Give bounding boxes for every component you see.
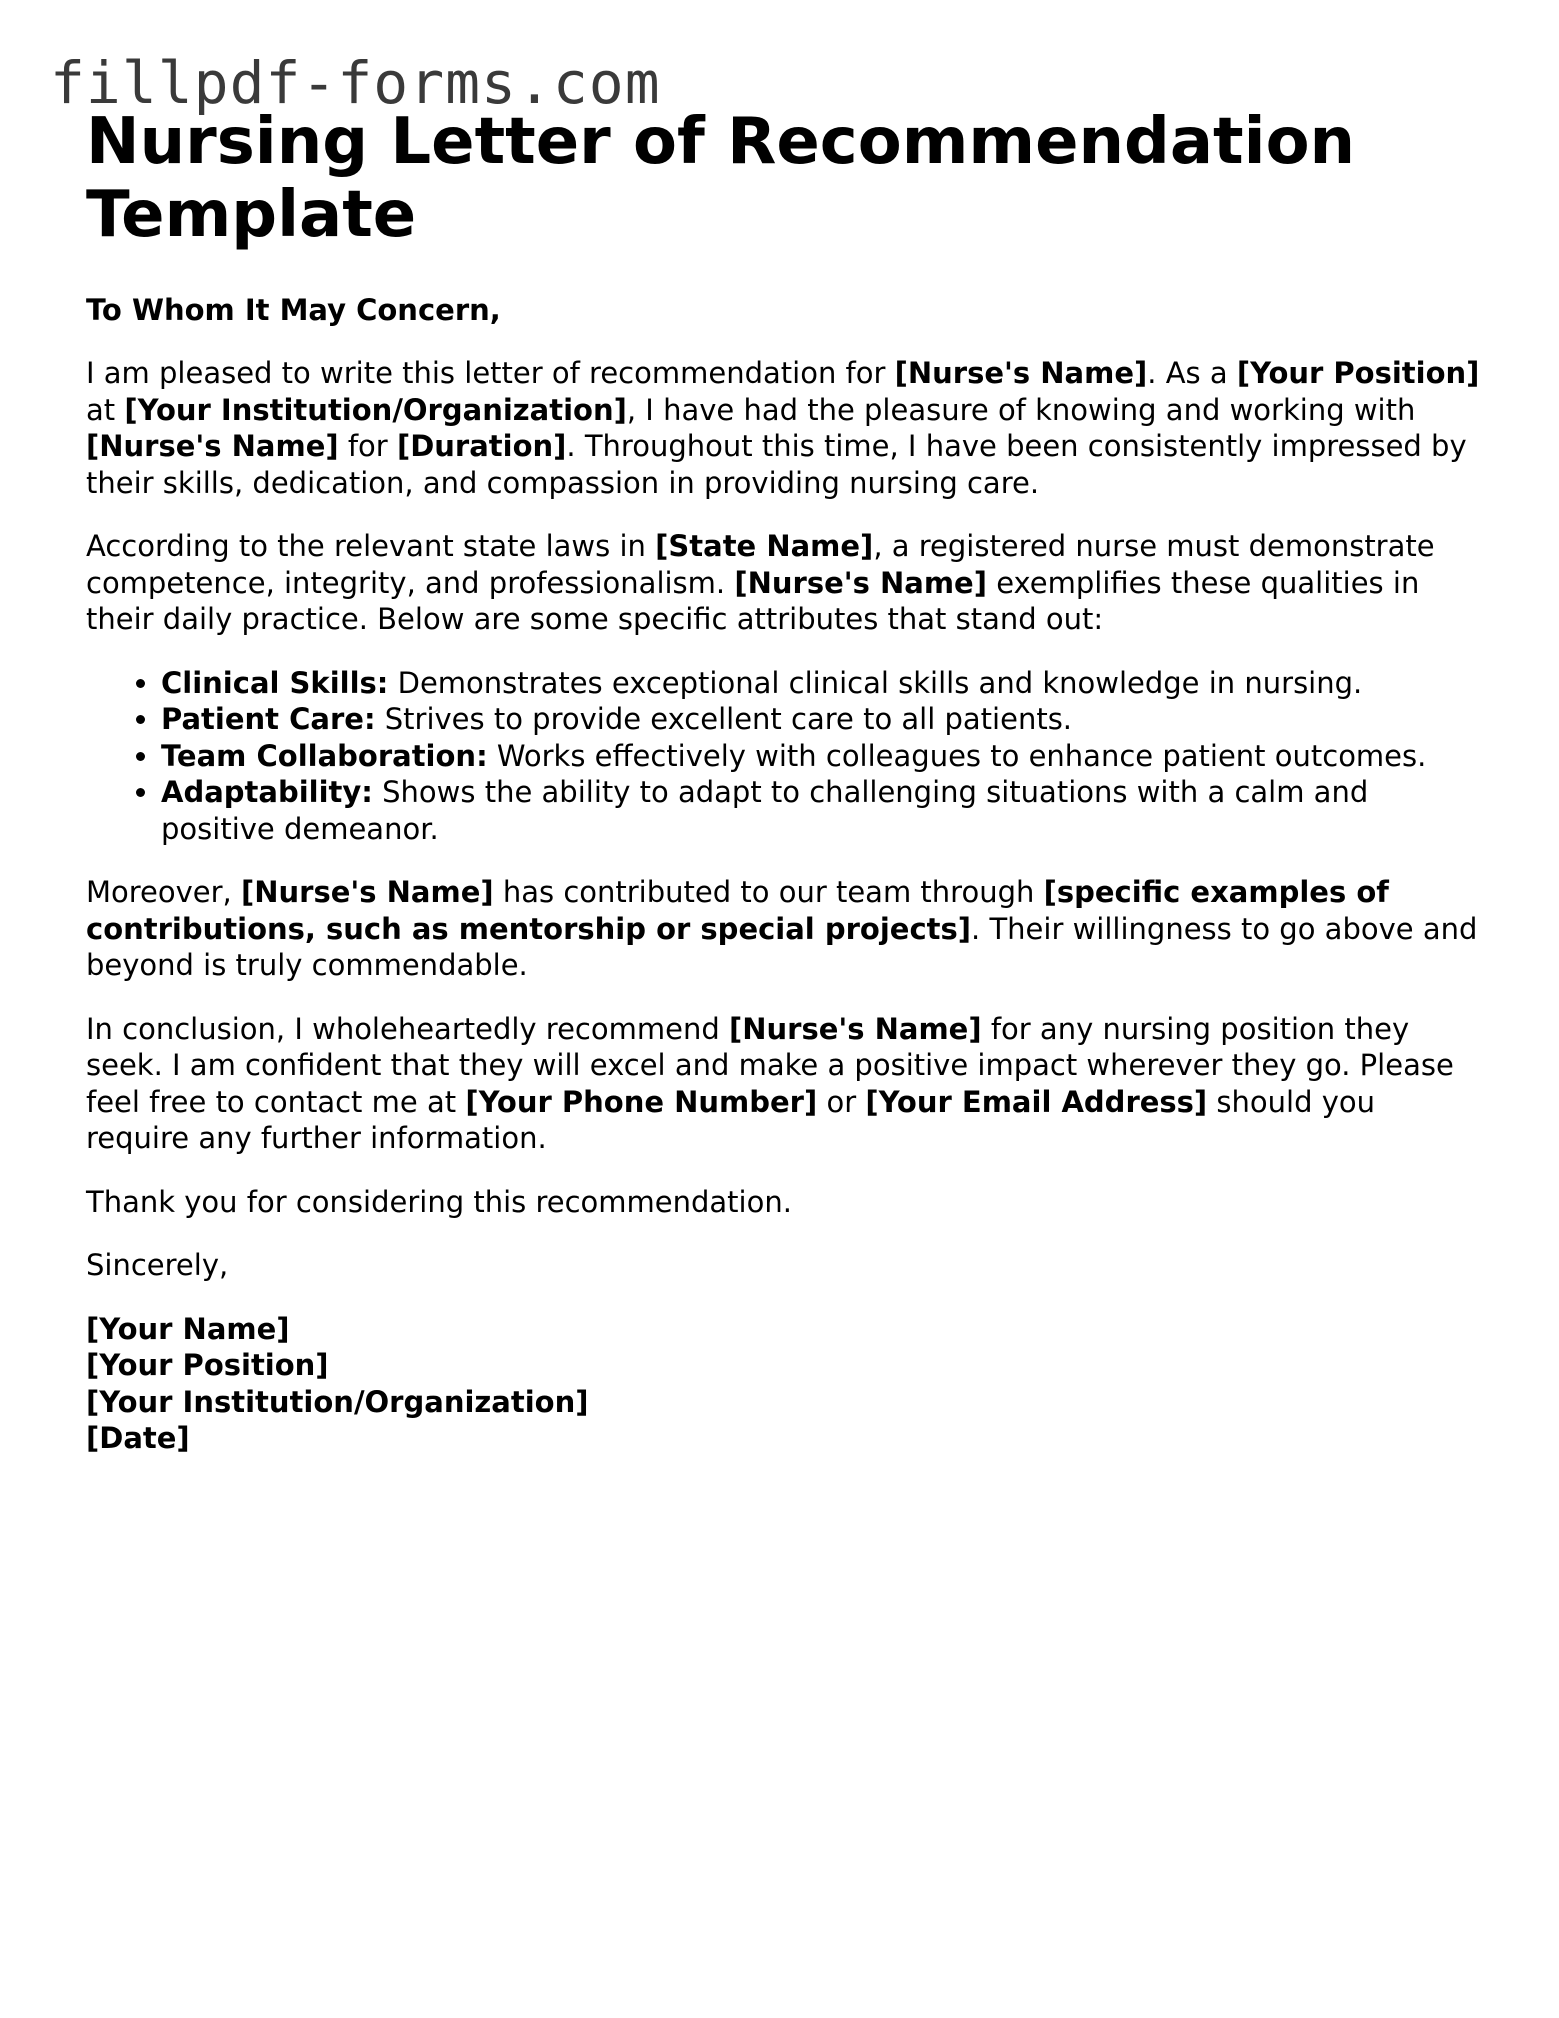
list-item [161,738,1486,775]
text-run: , I have had the pleasure of knowing and working with [626,392,1416,427]
attribute-label: Adaptability: [161,775,373,809]
text-run: . Their willingness to go above and beyond is truly commendable. [86,911,1478,982]
text-run: I am pleased to write this letter of recommendation for [86,356,895,390]
site-watermark: fillpdf-forms.com [50,49,661,117]
placeholder-your-position: [Your Position] [1236,356,1480,390]
placeholder-nurse-name: [Nurse's Name] [86,429,339,463]
attributes-list [86,665,1486,848]
document-title: Nursing Letter of Recommendation Template [86,105,1356,252]
salutation: To Whom It May Concern, [86,293,501,327]
placeholder-nurse-name: [Nurse's Name] [241,875,494,909]
placeholder-duration: [Duration] [396,429,567,463]
text-run: . Throughout this time, I have been consistently impressed by their skills, dedication, and compassion in providing nursing care. [86,429,1467,500]
placeholder-email-address: [Your Email Address] [865,1084,1208,1119]
text-run: has contributed to our team through [493,875,1044,909]
attribute-text: Works effectively with colleagues to enhance patient outcomes. [487,738,1427,773]
placeholder-nurse-name: [Nurse's Name] [734,565,987,600]
intro-paragraph [86,355,1486,501]
text-run: Moreover, [86,875,241,909]
signature-institution: [Your Institution/Organization] [86,1384,589,1419]
text-run: should you require any further information. [86,1084,1375,1155]
placeholder-nurse-name: [Nurse's Name] [894,356,1148,390]
text-run: In conclusion, I wholeheartedly recommend [86,1011,729,1046]
attribute-text: Demonstrates exceptional clinical skills and knowledge in nursing. [388,665,1363,700]
placeholder-nurse-name: [Nurse's Name] [728,1011,982,1046]
text-run: for [338,429,397,463]
attribute-label: Clinical Skills: [161,665,389,700]
signature-block [86,1311,1486,1457]
list-item [161,774,1486,847]
attribute-text: Strives to provide excellent care to all patients. [375,702,1073,736]
contributions-paragraph [86,874,1486,984]
state-laws-paragraph [86,528,1486,638]
text-run: for any nursing position they seek. I am confident that they will excel and make a positive impact wherever they go. Please feel free to contact me at [86,1011,1454,1119]
letter-document [86,106,1486,1457]
text-run: at [86,392,125,427]
text-run: According to the relevant state laws in [86,529,656,563]
closing-line: Sincerely, [86,1248,229,1282]
thanks-paragraph: Thank you for considering this recommendation. [86,1184,792,1219]
list-item [161,665,1486,702]
list-item [161,701,1486,738]
placeholder-institution: [Your Institution/Organization] [124,392,627,427]
text-run: or [817,1084,866,1119]
text-run: . As a [1147,356,1237,390]
conclusion-paragraph [86,1011,1486,1157]
signature-position: [Your Position] [86,1348,329,1382]
text-run: , a registered nurse must demonstrate competence, integrity, and professionalism. [86,529,1435,600]
attribute-text: Shows the ability to adapt to challenging situations with a calm and positive demeanor. [161,775,1369,846]
attribute-label: Team Collaboration: [161,738,488,773]
placeholder-phone-number: [Your Phone Number] [465,1084,818,1119]
signature-date: [Date] [86,1421,190,1455]
placeholder-contributions: [specific examples of contributions, such as mentorship or special projects] [86,875,1389,946]
text-run: exemplifies these qualities in their daily practice. Below are some specific attributes that stand out: [86,565,1420,636]
placeholder-state-name: [State Name] [655,529,874,563]
signature-name: [Your Name] [86,1311,290,1346]
attribute-label: Patient Care: [161,702,376,736]
